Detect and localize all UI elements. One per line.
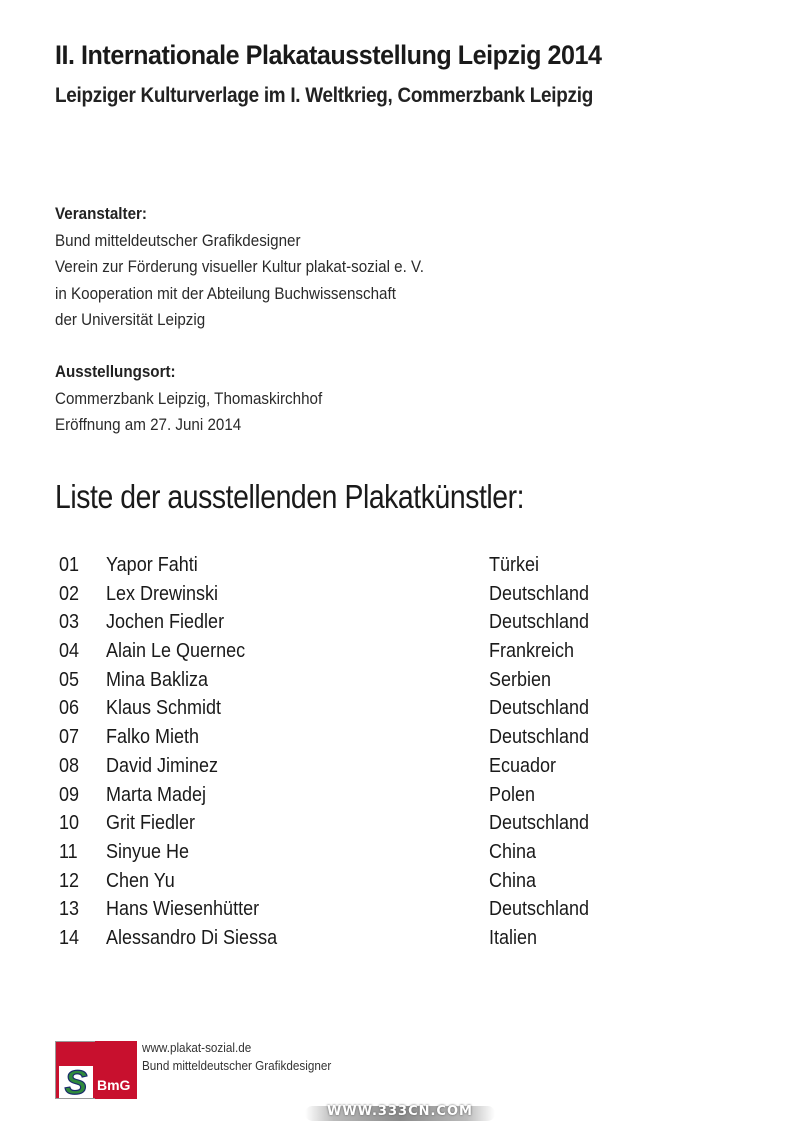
artist-row xyxy=(55,898,705,927)
artist-number: 06 xyxy=(59,697,80,720)
artist-country: Deutschland xyxy=(489,726,590,749)
artist-list-title: Liste der ausstellenden Plakatkünstler: xyxy=(55,478,525,515)
artist-row xyxy=(55,841,705,870)
artist-country: Türkei xyxy=(489,554,540,576)
artist-number: 04 xyxy=(59,640,80,663)
venue-line: Eröffnung am 27. Juni 2014 xyxy=(55,416,242,435)
artist-country: Italien xyxy=(489,926,538,949)
artist-number: 11 xyxy=(59,840,78,863)
watermark xyxy=(305,1102,495,1126)
artist-country: Polen xyxy=(489,783,536,806)
footer-url: www.plakat-sozial.de xyxy=(142,1040,252,1055)
artist-number: 10 xyxy=(59,812,80,835)
artist-name: Sinyue He xyxy=(106,840,190,863)
artist-country: Deutschland xyxy=(489,582,590,605)
s-letter-icon xyxy=(56,1042,96,1098)
artist-name: Grit Fiedler xyxy=(106,812,196,835)
artist-number: 03 xyxy=(59,611,80,634)
artist-name: Alain Le Quernec xyxy=(106,640,246,663)
artist-list xyxy=(55,554,705,956)
artist-country: Serbien xyxy=(489,668,552,691)
artist-row xyxy=(55,755,705,784)
artist-name: Alessandro Di Siessa xyxy=(106,926,278,949)
artist-country: Ecuador xyxy=(489,754,557,777)
artist-name: Hans Wiesenhütter xyxy=(106,898,260,921)
artist-country: China xyxy=(489,840,537,863)
bmg-logo-text: BmG xyxy=(97,1077,131,1093)
organizer-line: der Universität Leipzig xyxy=(55,311,206,330)
artist-country: Deutschland xyxy=(489,898,590,921)
artist-name: Yapor Fahti xyxy=(106,554,198,576)
organizer-line: in Kooperation mit der Abteilung Buchwissenschaft xyxy=(55,284,396,303)
artist-number: 05 xyxy=(59,668,80,691)
logo-s-text: S xyxy=(64,1064,88,1098)
artist-row xyxy=(55,812,705,841)
artist-country: China xyxy=(489,869,537,892)
organizer-line: Verein zur Förderung visueller Kultur plakat-sozial e. V. xyxy=(55,258,425,277)
watermark-text: WWW.333CN.COM xyxy=(327,1104,473,1119)
artist-row xyxy=(55,697,705,726)
artist-name: Jochen Fiedler xyxy=(106,611,225,634)
artist-name: Marta Madej xyxy=(106,783,207,806)
page-title: II. Internationale Plakatausstellung Leipzig 2014 xyxy=(55,40,602,70)
venue-section xyxy=(55,359,322,439)
organizer-line: Bund mitteldeutscher Grafikdesigner xyxy=(55,231,301,250)
artist-row xyxy=(55,583,705,612)
artist-row xyxy=(55,611,705,640)
artist-name: Klaus Schmidt xyxy=(106,697,222,720)
artist-row xyxy=(55,927,705,956)
organizer-heading: Veranstalter: xyxy=(55,205,147,223)
artist-name: Mina Bakliza xyxy=(106,668,209,691)
footer-org: Bund mitteldeutscher Grafikdesigner xyxy=(142,1058,332,1073)
page-subtitle: Leipziger Kulturverlage im I. Weltkrieg, Commerzbank Leipzig xyxy=(55,84,593,107)
bmg-logo xyxy=(95,1041,137,1099)
footer-text xyxy=(142,1039,331,1075)
artist-number: 01 xyxy=(59,554,80,576)
artist-name: Chen Yu xyxy=(106,869,175,892)
artist-name: David Jiminez xyxy=(106,754,219,777)
artist-country: Deutschland xyxy=(489,611,590,634)
venue-heading: Ausstellungsort: xyxy=(55,363,176,381)
venue-line: Commerzbank Leipzig, Thomaskirchhof xyxy=(55,389,323,408)
footer-logos xyxy=(55,1041,137,1099)
organizer-section xyxy=(55,201,424,334)
artist-name: Falko Mieth xyxy=(106,726,200,749)
artist-number: 07 xyxy=(59,726,80,749)
artist-number: 02 xyxy=(59,582,80,605)
artist-country: Deutschland xyxy=(489,812,590,835)
artist-row xyxy=(55,640,705,669)
plakat-sozial-logo xyxy=(55,1041,97,1099)
artist-number: 13 xyxy=(59,898,80,921)
artist-row xyxy=(55,554,705,583)
artist-number: 12 xyxy=(59,869,80,892)
artist-number: 09 xyxy=(59,783,80,806)
artist-number: 08 xyxy=(59,754,80,777)
artist-row xyxy=(55,784,705,813)
artist-row xyxy=(55,870,705,899)
artist-country: Deutschland xyxy=(489,697,590,720)
artist-name: Lex Drewinski xyxy=(106,582,219,605)
artist-row xyxy=(55,726,705,755)
artist-number: 14 xyxy=(59,926,80,949)
artist-row xyxy=(55,669,705,698)
artist-country: Frankreich xyxy=(489,640,575,663)
